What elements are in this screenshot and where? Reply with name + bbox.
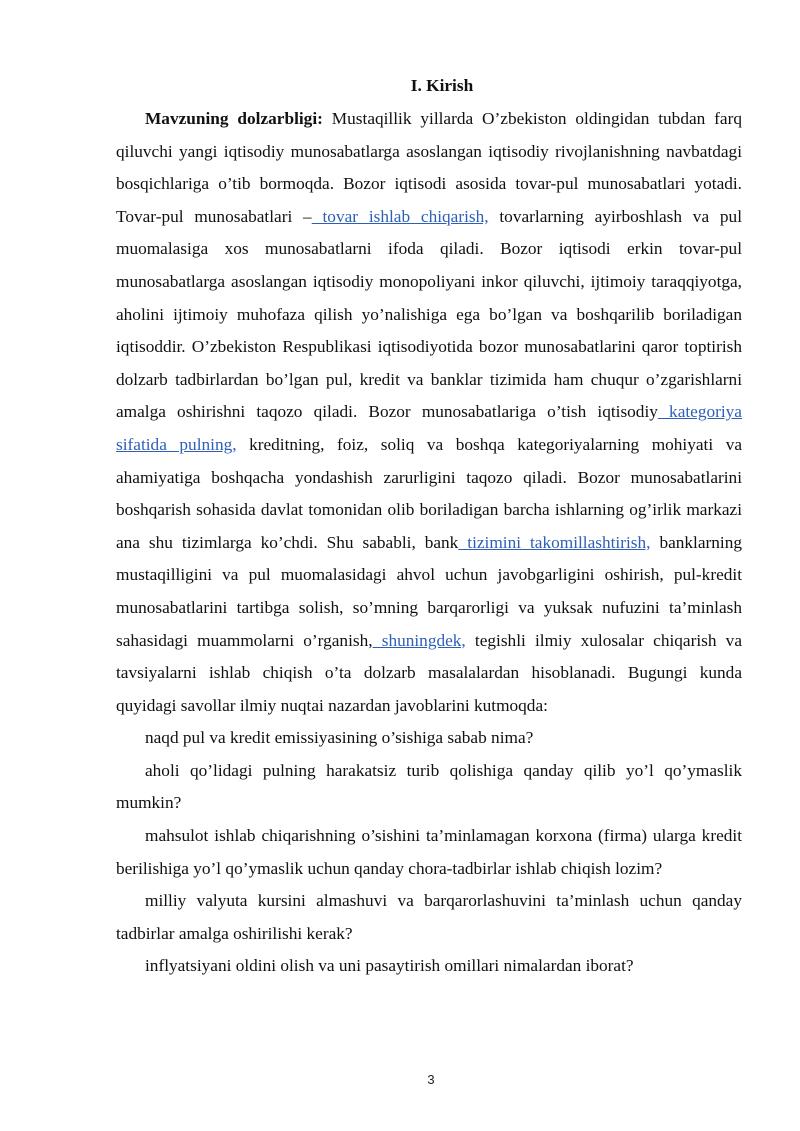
link-tizimini-takomillashtirish[interactable]: tizimini takomillashtirish, — [458, 532, 651, 552]
intro-label: Mavzuning dolzarbligi: — [145, 109, 323, 128]
link-tovar-ishlab-chiqarish[interactable]: tovar ishlab chiqarish, — [311, 206, 489, 226]
intro-text-4: banklarning mustaqilligini va pul muomalasidagi ahvol uchun javobgarligini oshirish, pul-kredit munosabatlarini tartibga solish, so’mning barqarorligi va yuksak nufuzini ta’minlash sahasidagi muammolarni o’rganish, — [116, 532, 742, 650]
question-paragraph: aholi qo’lidagi pulning harakatsiz turib qolishiga qanday qilib yo’l qo’ymaslik mumkin? — [116, 760, 742, 813]
document-body — [116, 103, 742, 983]
link-kategoriya-sifatida-pulning[interactable]: kategoriya sifatida pulning, — [116, 402, 742, 454]
question-paragraph: inflyatsiyani oldini olish va uni pasaytirish omillari nimalardan iborat? — [145, 956, 634, 976]
page-number: 3 — [427, 1072, 435, 1087]
intro-text-1: Mustaqillik yillarda O’zbekiston oldingidan tubdan farq qiluvchi yangi iqtisodiy munosabatlarga asoslangan iqtisodiy rivojlanishning navbatdagi bosqichlariga o’tib bormoqda. Bozor iqtisodi asosida tovar-pul munosabatlari yotadi. Tovar-pul munosabatlari – — [116, 109, 742, 226]
intro-paragraph — [116, 103, 742, 722]
link-shuningdek[interactable]: shuningdek, — [372, 630, 466, 650]
intro-text-5: tegishli ilmiy xulosalar chiqarish va tavsiyalarni ishlab chiqish o’ta dolzarb masalalardan hisoblanadi. Bugungi kunda quyidagi savollar ilmiy nuqtai nazardan javoblarini kutmoqda: — [116, 630, 742, 715]
intro-text-3: kreditning, foiz, soliq va boshqa kategoriyalarning mohiyati va ahamiyatiga boshqacha yondashish zarurligini taqozo qiladi. Bozor munosabatlarini boshqarish sohasida davlat tomonidan olib boriladigan barcha ishlarning og’irlik markazi ana shu tizimlarga ko’chdi. Shu sababli, bank — [116, 434, 743, 552]
question-paragraph: naqd pul va kredit emissiyasining o’sishiga sabab nima? — [145, 728, 534, 748]
intro-text-2: tovarlarning ayirboshlash va pul muomalasiga xos munosabatlarni ifoda qiladi. Bozor iqtisodi erkin tovar-pul munosabatlarga asoslangan iqtisodiy monopoliyani inkor qiluvchi, ijtimoiy taraqqiyotga, aholini ijtimoiy muhofaza qilish yo’nalishiga ega bo’lgan va boshqarilib boriladigan iqtisoddir. O’zbekiston Respublikasi iqtisodiyotida bozor munosabatlarini qaror toptirish dolzarb tadbirlardan bo’lgan pul, kredit va banklar tizimida ham chuqur o’zgarishlarni amalga oshirishni taqozo qiladi. Bozor munosabatlariga o’tish iqtisodiy — [116, 206, 742, 422]
question-paragraph: mahsulot ishlab chiqarishning o’sishini ta’minlamagan korxona (firma) ularga kredit berilishiga yo’l qo’ymaslik uchun qanday chora-tadbirlar ishlab chiqish lozim? — [116, 826, 742, 878]
section-heading: I. Kirish — [410, 76, 474, 95]
question-paragraph: milliy valyuta kursini almashuvi va barqarorlashuvini ta’minlash uchun qanday tadbirlar amalga oshirilishi kerak? — [116, 891, 742, 943]
